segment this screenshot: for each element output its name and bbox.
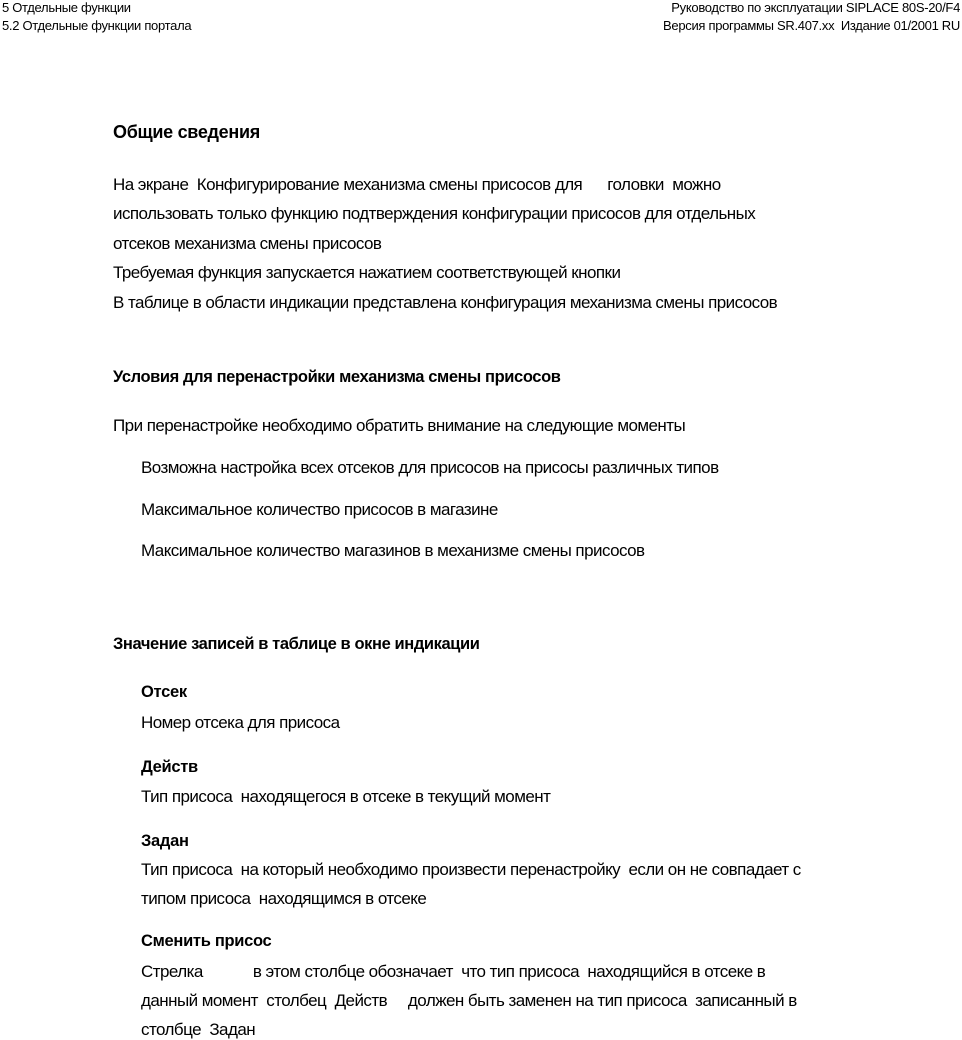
term-title: Задан (141, 832, 189, 850)
header-manual: Руководство по эксплуатации SIPLACE 80S-20/F4 (671, 0, 960, 15)
term-description: Номер отсека для присоса (141, 713, 340, 732)
header-chapter: 5 Отдельные функции (2, 0, 131, 15)
paragraph-line: использовать только функцию подтверждения конфигурации присосов для отдельных (113, 204, 756, 223)
paragraph-line: На экране Конфигурирование механизма смены присосов для головки можно (113, 175, 721, 194)
list-item: Максимальное количество присосов в магазине (141, 500, 498, 519)
term-description: столбце Задан (141, 1020, 256, 1039)
section-title: Общие сведения (113, 122, 260, 142)
term-title: Сменить присос (141, 932, 272, 950)
list-item: Максимальное количество магазинов в механизме смены присосов (141, 541, 645, 560)
term-description: типом присоса находящимся в отсеке (141, 889, 427, 908)
paragraph-line: Требуемая функция запускается нажатием соответствующей кнопки (113, 263, 621, 282)
paragraph-line: При перенастройке необходимо обратить внимание на следующие моменты (113, 416, 686, 435)
header-version: Версия программы SR.407.xx Издание 01/2001 RU (663, 18, 960, 33)
term-title: Действ (141, 758, 198, 776)
paragraph-line: отсеков механизма смены присосов (113, 234, 382, 253)
section-title: Условия для перенастройки механизма смены присосов (113, 368, 561, 386)
term-description: Стрелка в этом столбце обозначает что тип присоса находящийся в отсеке в (141, 962, 766, 981)
term-title: Отсек (141, 683, 187, 701)
paragraph-line: В таблице в области индикации представлена конфигурация механизма смены присосов (113, 293, 778, 312)
list-item: Возможна настройка всех отсеков для присосов на присосы различных типов (141, 458, 719, 477)
section-title: Значение записей в таблице в окне индикации (113, 635, 480, 653)
term-description: данный момент столбец Действ должен быть заменен на тип присоса записанный в (141, 991, 797, 1010)
term-description: Тип присоса на который необходимо произвести перенастройку если он не совпадает с (141, 860, 801, 879)
header-section: 5.2 Отдельные функции портала (2, 18, 192, 33)
term-description: Тип присоса находящегося в отсеке в текущий момент (141, 787, 551, 806)
